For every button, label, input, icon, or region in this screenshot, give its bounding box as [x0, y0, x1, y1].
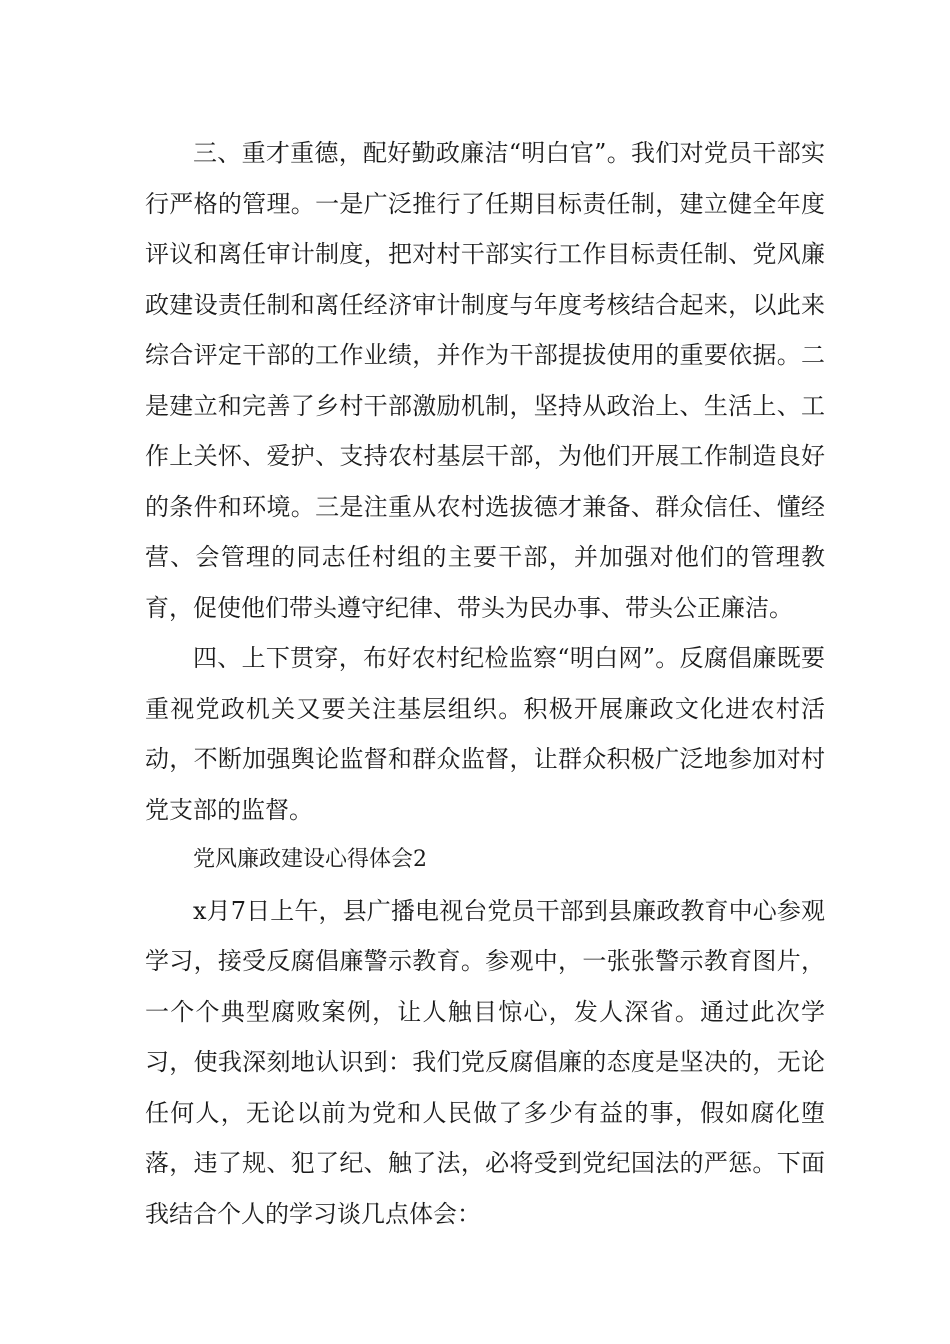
section-title: 党风廉政建设心得体会2 [193, 847, 427, 872]
paragraph-section-four: 四、上下贯穿，布好农村纪检监察“明白网”。反腐倡廉既要重视党政机关又要关注基层组织。积极开展廉政文化进农村活动，不断加强舆论监督和群众监督，让群众积极广泛地参加对村党支部的监督。 [145, 644, 825, 824]
document-body [145, 128, 825, 1239]
paragraph-section-three: 三、重才重德，配好勤政廉洁“明白官”。我们对党员干部实行严格的管理。一是广泛推行了任期目标责任制，建立健全年度评议和离任审计制度，把对村干部实行工作目标责任制、党风廉政建设责任制和离任经济审计制度与年度考核结合起来，以此来综合评定干部的工作业绩，并作为干部提拔使用的重要依据。二是建立和完善了乡村干部激励机制，坚持从政治上、生活上、工作上关怀、爱护、支持农村基层干部，为他们开展工作制造良好的条件和环境。三是注重从农村选拔德才兼备、群众信任、懂经营、会管理的同志任村组的主要干部，并加强对他们的管理教育，促使他们带头遵守纪律、带头为民办事、带头公正廉洁。 [145, 139, 825, 622]
paragraph-visit-study: x月7日上午，县广播电视台党员干部到县廉政教育中心参观学习，接受反腐倡廉警示教育。参观中，一张张警示教育图片，一个个典型腐败案例，让人触目惊心，发人深省。通过此次学习，使我深刻地认识到：我们党反腐倡廉的态度是坚决的，无论任何人，无论以前为党和人民做了多少有益的事，假如腐化堕落，违了规、犯了纪、触了法，必将受到党纪国法的严惩。下面我结合个人的学习谈几点体会： [145, 896, 825, 1228]
